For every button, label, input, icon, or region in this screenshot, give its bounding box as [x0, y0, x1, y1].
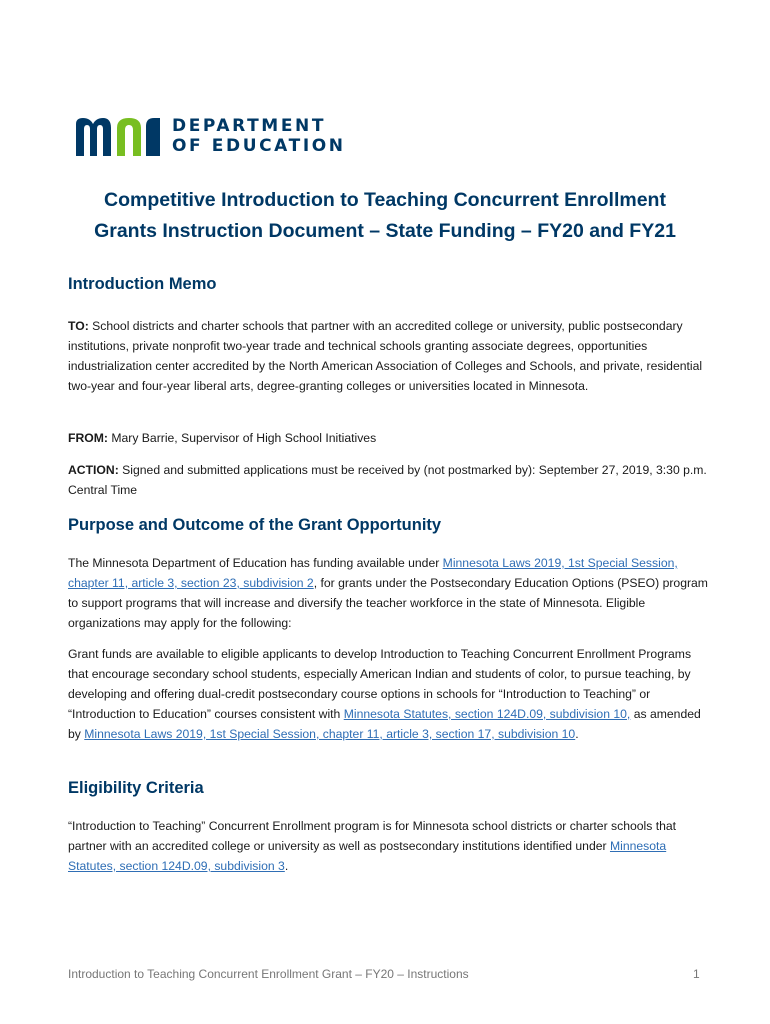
- eligibility-paragraph: [68, 816, 708, 876]
- eligibility-text-after: .: [284, 859, 289, 873]
- purpose-p2-text: Grant funds are available to eligible applicants to develop Introduction to Teaching Concurrent Enrollment Programs that encourage secondary school students, especially American Indian and students of color, to pursue teaching, by developing and offering dual-credit postsecondary course options in schools for “Introduction to Teaching” or “Introduction to Education” courses consistent with: [68, 647, 692, 721]
- eligibility-heading: Eligibility Criteria: [68, 779, 204, 797]
- logo-line-2: OF EDUCATION: [172, 136, 346, 156]
- action-text: Signed and submitted applications must be received by (not postmarked by): September 27, 2019, 3:30 p.m. Central Time: [68, 463, 707, 497]
- intro-heading: Introduction Memo: [68, 275, 217, 293]
- purpose-paragraph-1: [68, 553, 708, 633]
- mn-laws-2019-section17-link[interactable]: Minnesota Laws 2019, 1st Special Session, chapter 11, article 3, section 17, subdivision 10: [84, 727, 576, 741]
- footer-text: Introduction to Teaching Concurrent Enrollment Grant – FY20 – Instructions: [68, 967, 469, 981]
- purpose-heading: Purpose and Outcome of the Grant Opportunity: [68, 516, 442, 534]
- action-label: ACTION:: [68, 463, 119, 477]
- title-line-1: Competitive Introduction to Teaching Concurrent Enrollment: [104, 189, 666, 211]
- purpose-paragraph-2: [68, 644, 708, 744]
- from-label: FROM:: [68, 431, 108, 445]
- title-line-2: Grants Instruction Document – State Funding – FY20 and FY21: [94, 220, 676, 242]
- purpose-p2-text-middle: as amended by: [68, 707, 701, 741]
- page-number: 1: [693, 967, 700, 981]
- mn-statutes-124d09-subd10-link[interactable]: Minnesota Statutes, section 124D.09, subdivision 10,: [343, 707, 631, 721]
- from-paragraph: [68, 428, 708, 448]
- mn-logo-icon: [76, 116, 160, 156]
- logo: [76, 116, 346, 156]
- document-title: [60, 185, 710, 247]
- mn-statutes-124d09-subd3-link[interactable]: Minnesota Statutes, section 124D.09, subdivision 3: [68, 839, 667, 873]
- to-label: TO:: [68, 319, 89, 333]
- eligibility-text: “Introduction to Teaching” Concurrent Enrollment program is for Minnesota school districts or charter schools that partner with an accredited college or university as well as postsecondary institutions identified under: [68, 819, 677, 853]
- purpose-p1-text: The Minnesota Department of Education has funding available under: [68, 556, 443, 570]
- purpose-p1-text-after: , for grants under the Postsecondary Education Options (PSEO) program to support programs that will increase and diversify the teacher workforce in the state of Minnesota. Eligible organizations may apply for the following:: [68, 576, 708, 630]
- logo-line-1: DEPARTMENT: [172, 116, 327, 136]
- action-paragraph: [68, 460, 708, 500]
- mn-laws-2019-link[interactable]: Minnesota Laws 2019, 1st Special Session, chapter 11, article 3, section 23, subdivision 2: [68, 556, 678, 590]
- to-text: School districts and charter schools that partner with an accredited college or university, public postsecondary institutions, private nonprofit two-year trade and technical schools granting associate degrees, opportunities industrialization center accredited by the North American Association of Colleges and Schools, and private, residential two-year and four-year liberal arts, degree-granting colleges or universities located in Minnesota.: [68, 319, 703, 393]
- from-text: Mary Barrie, Supervisor of High School Initiatives: [107, 431, 377, 445]
- purpose-p2-text-after: .: [575, 727, 579, 741]
- to-paragraph: [68, 316, 708, 396]
